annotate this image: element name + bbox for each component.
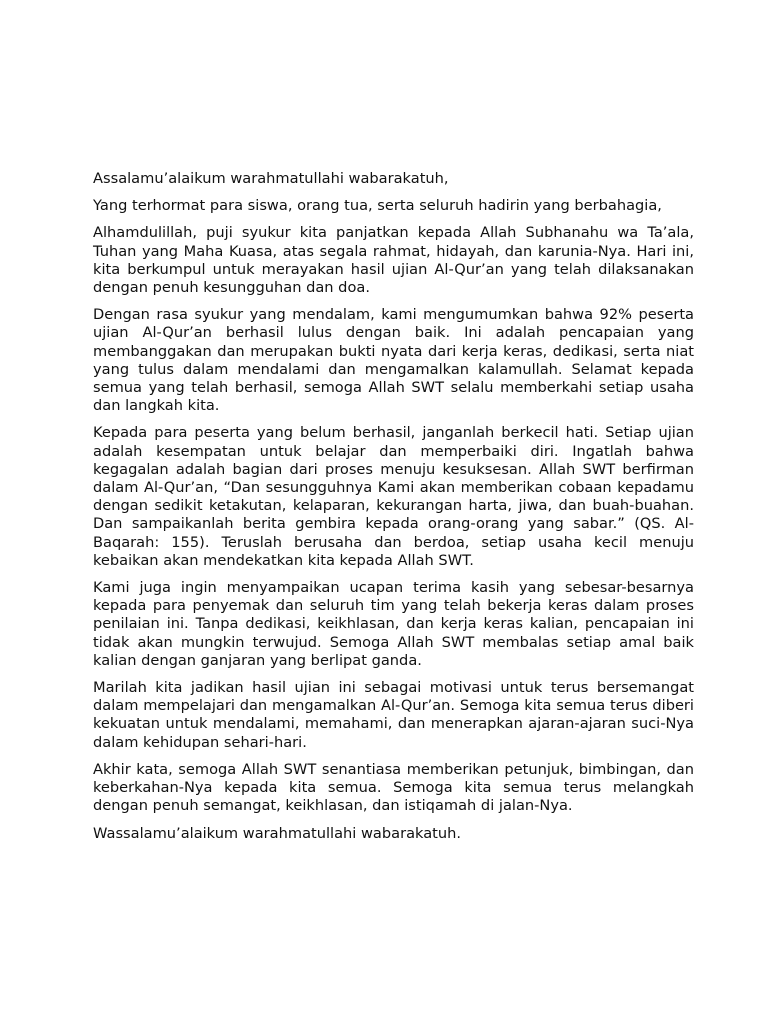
document-page xyxy=(93,170,694,852)
paragraph-thanks: Kami juga ingin menyampaikan ucapan terima kasih yang sebesar-besarnya kepada para penyemak dan seluruh tim yang telah bekerja keras dalam proses penilaian ini. Tanpa dedikasi, keikhlasan, dan kerja keras kalian, pencapaian ini tidak akan mungkin terwujud. Semoga Allah SWT membalas setiap amal baik kalian dengan ganjaran yang berlipat ganda. xyxy=(93,579,694,669)
closing-greeting: Wassalamu’alaikum warahmatullahi wabarakatuh. xyxy=(93,824,462,842)
paragraph-gratitude: Alhamdulillah, puji syukur kita panjatkan kepada Allah Subhanahu wa Ta’ala, Tuhan yang Maha Kuasa, atas segala rahmat, hidayah, dan karunia-Nya. Hari ini, kita berkumpul untuk merayakan hasil ujian Al-Qur’an yang telah dilaksanakan dengan penuh kesungguhan dan doa. xyxy=(93,224,694,297)
opening-greeting: Assalamu’alaikum warahmatullahi wabarakatuh, xyxy=(93,170,449,187)
paragraph-salutation: Yang terhormat para siswa, orang tua, serta seluruh hadirin yang berbahagia, xyxy=(93,197,662,215)
paragraph-final-words: Akhir kata, semoga Allah SWT senantiasa memberikan petunjuk, bimbingan, dan keberkahan-Nya kepada kita semua. Semoga kita semua terus melangkah dengan penuh semangat, keikhlasan, dan istiqamah di jalan-Nya. xyxy=(93,760,694,815)
paragraph-motivation: Marilah kita jadikan hasil ujian ini sebagai motivasi untuk terus bersemangat dalam mempelajari dan mengamalkan Al-Qur’an. Semoga kita semua terus diberi kekuatan untuk mendalami, memahami, dan menerapkan ajaran-ajaran suci-Nya dalam kehidupan sehari-hari. xyxy=(93,679,694,751)
paragraph-encouragement: Kepada para peserta yang belum berhasil, janganlah berkecil hati. Setiap ujian adalah kesempatan untuk belajar dan memperbaiki diri. Ingatlah bahwa kegagalan adalah bagian dari proses menuju kesuksesan. Allah SWT berfirman dalam Al-Qur’an, “Dan sesungguhnya Kami akan memberikan cobaan kepadamu dengan sedikit ketakutan, kelaparan, kekurangan harta, jiwa, dan buah-buahan. Dan sampaikanlah berita gembira kepada orang-orang yang sabar.” (QS. Al-Baqarah: 155). Teruslah berusaha dan berdoa, setiap usaha kecil menuju kebaikan akan mendekatkan kita kepada Allah SWT. xyxy=(93,424,694,569)
paragraph-announcement: Dengan rasa syukur yang mendalam, kami mengumumkan bahwa 92% peserta ujian Al-Qur’an berhasil lulus dengan baik. Ini adalah pencapaian yang membanggakan dan merupakan bukti nyata dari kerja keras, dedikasi, serta niat yang tulus dalam mendalami dan mengamalkan kalamullah. Selamat kepada semua yang telah berhasil, semoga Allah SWT selalu memberkahi setiap usaha dan langkah kita. xyxy=(93,306,694,415)
